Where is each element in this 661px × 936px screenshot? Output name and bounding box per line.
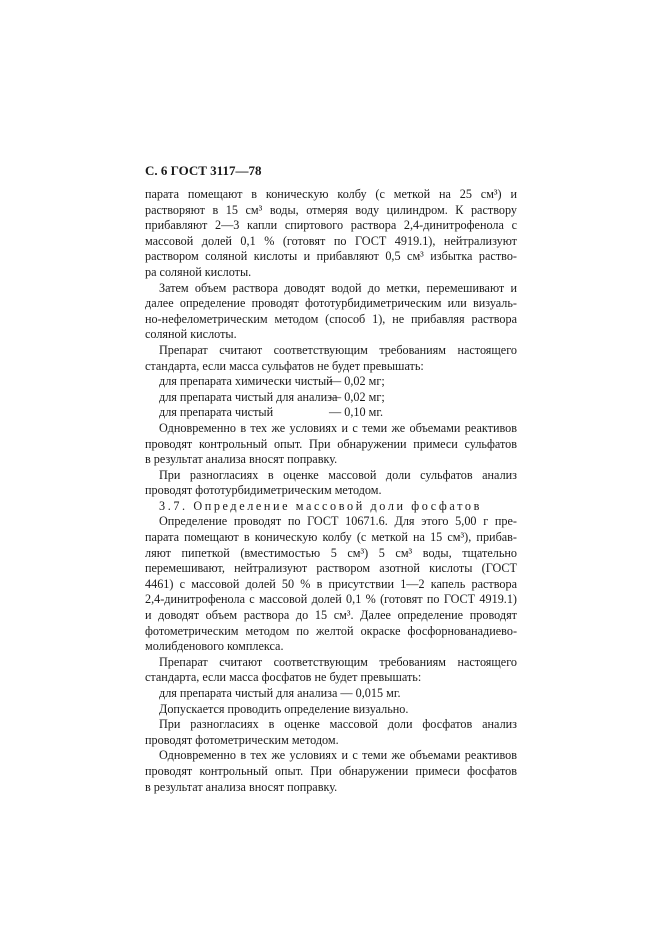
text-line: перемешивают, нейтрализуют раствором азотной кислоты (ГОСТ [145, 561, 517, 576]
paragraph [145, 655, 517, 686]
text-line: парата помещают в коническую колбу (с меткой на 15 см³), прибав- [145, 530, 517, 545]
paragraph [145, 421, 517, 468]
text-line: Одновременно в тех же условиях и с теми же объемами реактивов [159, 420, 517, 435]
text-line: проводят контрольный опыт. При обнаружении примеси сульфатов [145, 436, 517, 451]
sulfate-limits-list [145, 374, 517, 421]
text-line: и доводят объем раствора до 15 см³. Далее определение проводят [145, 608, 517, 623]
text-line: стандарта, если масса фосфатов не будет превышать: [145, 670, 422, 685]
text-line: раствором соляной кислоты и прибавляют 0,5 см³ избытка раство- [145, 249, 517, 264]
text-line: 2,4-динитрофенола с массовой долей 0,1 % (готовят по ГОСТ 4919.1) [145, 592, 517, 607]
text-line: массовой долей 0,1 % (готовят по ГОСТ 4919.1), нейтрализуют [145, 233, 517, 248]
text-line: парата помещают в коническую колбу (с меткой на 25 см³) и [145, 187, 517, 201]
document-body [145, 187, 517, 795]
paragraph [145, 514, 517, 654]
limit-label: для препарата чистый [159, 405, 274, 420]
paragraph [145, 717, 517, 748]
text-line: в результат анализа вносят поправку. [145, 452, 338, 467]
limit-value: — 0,10 мг. [329, 405, 383, 420]
text-line: соляной кислоты. [145, 327, 237, 342]
text-line: в результат анализа вносят поправку. [145, 779, 338, 794]
limit-value: — 0,02 мг; [329, 389, 385, 404]
text-line: стандарта, если масса сульфатов не будет превышать: [145, 358, 424, 373]
text-line: далее определение проводят фототурбидиметрическим или визуаль- [145, 296, 517, 311]
paragraph [145, 187, 517, 281]
section-title: 3.7. Определение массовой доли фосфатов [159, 498, 482, 513]
text-line: но-нефелометрическим методом (способ 1), не прибавляя раствора [145, 311, 517, 326]
text-line: проводят контрольный опыт. При обнаружении примеси фосфатов [145, 763, 517, 778]
limit-label: для препарата чистый для анализа [159, 389, 338, 404]
text-line: При разногласиях в оценке массовой доли фосфатов анализ [159, 717, 517, 732]
text-line: Препарат считают соответствующим требованиям настоящего [159, 654, 517, 669]
list-item [145, 374, 517, 390]
limit-value: — 0,02 мг; [329, 374, 385, 389]
text-line: При разногласиях в оценке массовой доли сульфатов анализ [159, 467, 517, 482]
paragraph [145, 343, 517, 374]
paragraph [145, 468, 517, 499]
list-item [145, 390, 517, 406]
text-line: Затем объем раствора доводят водой до метки, перемешивают и [159, 280, 517, 295]
text-line: молибденового комплекса. [145, 639, 284, 654]
phosphate-limit: для препарата чистый для анализа — 0,015 мг. [159, 686, 401, 700]
text-line: Одновременно в тех же условиях и с теми же объемами реактивов [159, 748, 517, 763]
text-line: Определение проводят по ГОСТ 10671.6. Для этого 5,00 г пре- [159, 514, 517, 529]
section-heading [145, 499, 517, 515]
list-item [145, 405, 517, 421]
text-line: 4461) с массовой долей 50 % в присутствии 1—2 капель раствора [145, 576, 517, 591]
paragraph [145, 748, 517, 795]
paragraph [145, 686, 517, 702]
text-line: Допускается проводить определение визуально. [159, 701, 409, 716]
text-line: ра соляной кислоты. [145, 264, 252, 279]
text-line: проводят фотометрическим методом. [145, 732, 339, 747]
paragraph [145, 702, 517, 718]
text-line: Препарат считают соответствующим требованиям настоящего [159, 342, 517, 357]
page-header: С. 6 ГОСТ 3117—78 [145, 163, 262, 178]
text-line: растворяют в 15 см³ воды, отмеряя воду цилиндром. К раствору [145, 202, 517, 217]
paragraph [145, 281, 517, 343]
text-line: фотометрическим методом по желтой окраске фосфорнованадиево- [145, 623, 517, 638]
text-line: прибавляют 2—3 капли спиртового раствора 2,4-динитрофенола с [145, 218, 517, 233]
text-line: проводят фототурбидиметрическим методом. [145, 483, 382, 498]
limit-label: для препарата химически чистый [159, 374, 333, 389]
text-line: ляют пипеткой (вместимостью 5 см³) 5 см³ воды, тщательно [145, 545, 517, 560]
